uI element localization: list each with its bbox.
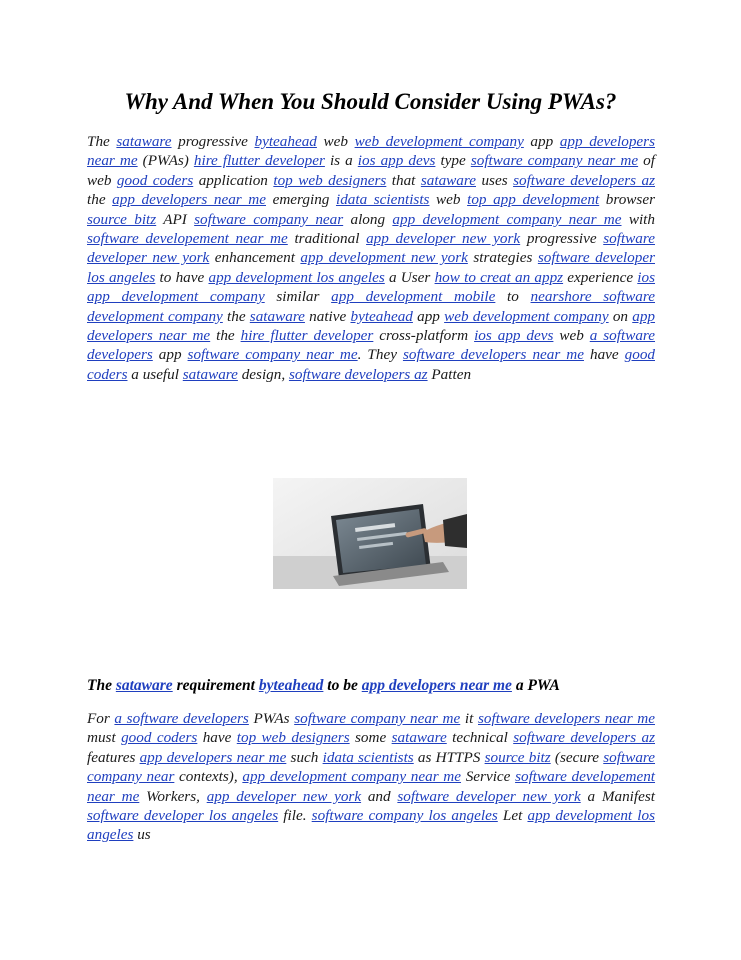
body-text: it: [460, 710, 478, 727]
inline-link[interactable]: sataware: [391, 729, 447, 747]
inline-link[interactable]: sataware: [420, 171, 476, 189]
body-text: us: [133, 826, 151, 844]
body-text: type: [435, 152, 471, 170]
body-text: enhancement: [209, 249, 301, 267]
body-text: strategies: [467, 249, 538, 267]
body-text: web: [553, 327, 590, 345]
body-text: similar: [264, 288, 332, 306]
body-text: a PWA: [511, 677, 560, 694]
body-text: PWAs: [248, 710, 295, 727]
body-text: native: [304, 307, 351, 325]
inline-link[interactable]: app developers near me: [87, 133, 655, 170]
body-text: Service: [461, 768, 516, 786]
body-text: cross-platform: [373, 327, 475, 345]
inline-link[interactable]: byteahead: [350, 307, 413, 325]
body-text: to be: [323, 677, 362, 694]
body-text: with: [621, 210, 655, 228]
inline-link[interactable]: ios app devs: [474, 327, 554, 345]
inline-link[interactable]: nearshore software development company: [87, 288, 655, 325]
inline-link[interactable]: good coders: [121, 729, 198, 747]
inline-link[interactable]: idata scientists: [322, 748, 414, 766]
inline-link[interactable]: top web designers: [236, 729, 350, 747]
inline-link[interactable]: software developers az: [513, 171, 656, 189]
inline-link[interactable]: app development los angeles: [208, 268, 385, 286]
body-text: and: [361, 787, 398, 805]
inline-link[interactable]: top web designers: [273, 171, 387, 189]
inline-link[interactable]: a software developers: [114, 710, 249, 727]
inline-link[interactable]: app development mobile: [331, 288, 496, 306]
inline-link[interactable]: software developers near me: [402, 346, 584, 364]
inline-link[interactable]: app developer new york: [206, 787, 362, 805]
inline-link[interactable]: ios app devs: [357, 152, 436, 170]
body-text: of web: [87, 152, 655, 189]
body-text: as HTTPS: [413, 748, 485, 766]
inline-link[interactable]: how to creat an appz: [434, 268, 564, 286]
inline-link[interactable]: software company near me: [294, 710, 461, 727]
inline-link[interactable]: software developer new york: [87, 230, 655, 267]
inline-link[interactable]: source bitz: [484, 748, 551, 766]
body-text: have: [583, 346, 625, 364]
inline-link[interactable]: app developers near me: [361, 677, 512, 694]
inline-link[interactable]: hire flutter developer: [240, 327, 374, 345]
body-text: API: [156, 210, 195, 228]
body-text: emerging: [266, 191, 336, 209]
inline-link[interactable]: software company near: [87, 748, 656, 786]
inline-link[interactable]: byteahead: [258, 677, 324, 694]
body-text: application: [193, 171, 274, 189]
inline-link[interactable]: software developement near me: [87, 230, 288, 248]
body-text: web: [429, 191, 468, 209]
inline-link[interactable]: sataware: [182, 365, 238, 383]
body-text: the: [210, 327, 241, 345]
inline-link[interactable]: software company los angeles: [311, 807, 498, 825]
inline-link[interactable]: sataware: [249, 307, 305, 325]
body-text: some: [349, 729, 392, 747]
body-text: Patten: [427, 365, 472, 383]
body-text: file.: [278, 807, 312, 825]
inline-link[interactable]: software developer new york: [397, 787, 581, 805]
inline-link[interactable]: app development company near me: [242, 768, 462, 786]
body-text: contexts),: [174, 768, 243, 786]
inline-link[interactable]: idata scientists: [335, 191, 430, 209]
inline-link[interactable]: sataware: [115, 677, 173, 694]
inline-link[interactable]: software developers az: [288, 365, 428, 383]
body-text: app: [523, 133, 560, 150]
body-text: The: [87, 677, 116, 694]
body-text: that: [386, 171, 421, 189]
body-text: uses: [476, 171, 514, 189]
body-text: For: [87, 710, 115, 727]
body-text: on: [608, 307, 633, 325]
body-text: traditional: [287, 230, 367, 248]
inline-link[interactable]: app development los angeles: [87, 807, 655, 844]
body-text: must: [87, 729, 122, 747]
inline-link[interactable]: app development company near me: [392, 210, 622, 228]
inline-link[interactable]: hire flutter developer: [193, 152, 325, 170]
requirements-paragraph: [87, 709, 655, 845]
body-text: app: [412, 307, 445, 325]
inline-link[interactable]: good coders: [87, 346, 655, 383]
inline-link[interactable]: app developers near me: [112, 191, 266, 209]
body-text: progressive: [171, 133, 255, 150]
inline-link[interactable]: web development company: [444, 307, 609, 325]
body-text: web: [316, 133, 355, 150]
body-text: the: [222, 307, 250, 325]
section-heading: [87, 676, 655, 696]
body-text: the: [87, 191, 113, 209]
body-text: requirement: [172, 677, 259, 694]
inline-link[interactable]: good coders: [116, 171, 194, 189]
body-text: technical: [446, 729, 514, 747]
photo-illustration: [273, 478, 467, 589]
body-text: design,: [237, 365, 289, 383]
body-text: such: [286, 748, 323, 766]
body-text: to: [495, 288, 531, 306]
body-text: a Manifest: [580, 787, 655, 805]
inline-link[interactable]: software company near me: [470, 152, 639, 170]
inline-link[interactable]: app development new york: [300, 249, 468, 267]
body-text: browser: [599, 191, 655, 209]
inline-link[interactable]: top app development: [467, 191, 600, 209]
inline-link[interactable]: software developer los angeles: [87, 807, 279, 825]
page-title: Why And When You Should Consider Using PWAs?: [124, 89, 617, 114]
body-text: features: [87, 748, 140, 766]
inline-link[interactable]: software developer los angeles: [87, 249, 655, 286]
body-text: . They: [357, 346, 403, 364]
body-text: The: [87, 133, 117, 150]
inline-link[interactable]: web development company: [354, 133, 524, 150]
inline-link[interactable]: software developement near me: [87, 768, 656, 805]
body-text: experience: [563, 268, 638, 286]
body-text: Workers,: [139, 787, 207, 805]
inline-link[interactable]: source bitz: [87, 210, 157, 228]
body-text: is a: [324, 152, 358, 170]
body-text: (PWAs): [137, 152, 194, 170]
inline-link[interactable]: byteahead: [254, 133, 317, 150]
inline-link[interactable]: a software developers: [87, 327, 656, 364]
body-text: Let: [497, 807, 528, 825]
inline-link[interactable]: app developer new york: [366, 230, 521, 248]
body-text: progressive: [520, 230, 604, 248]
inline-link[interactable]: sataware: [116, 133, 172, 150]
tablet-hand-photo: [273, 478, 467, 589]
body-text: app: [152, 346, 188, 364]
inline-link[interactable]: software developers near me: [477, 710, 655, 727]
body-text: along: [343, 210, 393, 228]
inline-link[interactable]: software company near: [194, 210, 344, 228]
inline-link[interactable]: software developers az: [513, 729, 655, 747]
inline-link[interactable]: software company near me: [187, 346, 358, 364]
inline-link[interactable]: app developers near me: [139, 748, 287, 766]
body-text: a useful: [127, 365, 183, 383]
body-text: to have: [155, 268, 209, 286]
body-text: a User: [384, 268, 435, 286]
inline-link[interactable]: ios app development company: [87, 268, 656, 306]
body-text: have: [197, 729, 237, 747]
body-text: (secure: [550, 748, 604, 766]
inline-link[interactable]: app developers near me: [87, 307, 656, 345]
intro-paragraph: [87, 132, 655, 384]
